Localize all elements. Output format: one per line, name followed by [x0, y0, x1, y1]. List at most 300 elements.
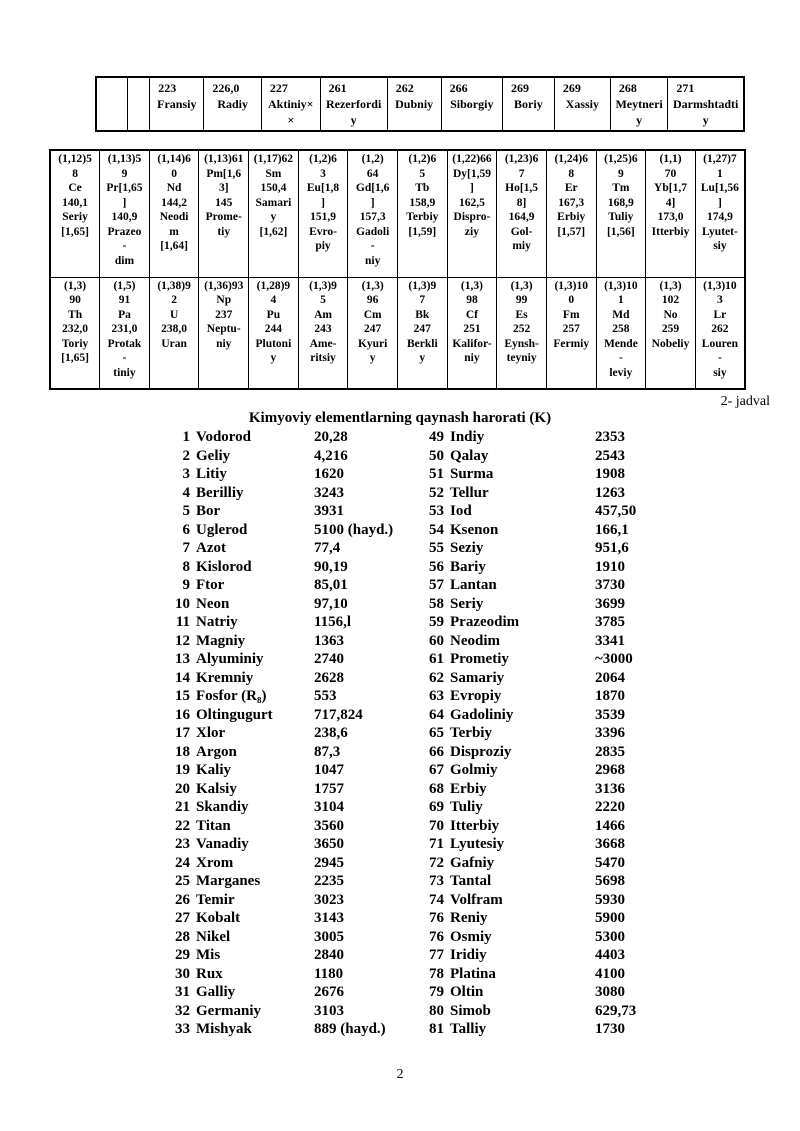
element-number: 76 — [429, 928, 444, 945]
element-mass: 271 — [676, 81, 695, 95]
lanthanides-row — [50, 150, 745, 277]
element-name: Rezerfordi y — [325, 97, 382, 127]
table-row — [160, 650, 685, 669]
element-info: (1,13)61 Pm[1,6 3] 145 Prome- tiy — [204, 153, 244, 238]
actinide-cell — [695, 277, 745, 389]
element-number: 78 — [429, 965, 444, 982]
boiling-point-value: 85,01 — [314, 577, 348, 593]
element-number: 33 — [175, 1021, 190, 1037]
table-row — [160, 928, 685, 947]
actinide-cell — [348, 277, 398, 389]
table-row — [160, 521, 685, 540]
element-info: (1,3)10 1 Md 258 Mende - leviy — [603, 279, 638, 379]
element-number: 18 — [175, 743, 190, 760]
element-number: 20 — [175, 780, 190, 797]
element-info: (1,2)6 5 Tb 158,9 Terbiy [1,59] — [406, 153, 439, 238]
table-row — [160, 465, 685, 484]
table-row — [160, 669, 685, 688]
element-info: (1,25)6 9 Tm 168,9 Tuliy [1,56] — [604, 153, 638, 238]
element-name: Meytneri y — [615, 97, 663, 127]
element-number: 17 — [175, 725, 190, 741]
element-name: Fransiy — [157, 97, 197, 111]
boiling-point-value: 2220 — [595, 799, 625, 815]
element-name: Itterbiy — [450, 817, 500, 834]
boiling-point-value: 3785 — [595, 614, 625, 630]
element-name: Titan — [196, 817, 231, 834]
element-number: 65 — [429, 725, 444, 741]
boiling-point-value: 90,19 — [314, 558, 348, 575]
heavy-element-cell — [96, 77, 128, 131]
element-name: Rux — [196, 965, 223, 982]
element-number: 71 — [429, 836, 444, 852]
element-number: 73 — [429, 873, 444, 889]
element-name: Talliy — [450, 1021, 487, 1037]
element-number: 61 — [429, 651, 444, 667]
boiling-point-value: 1363 — [314, 632, 344, 649]
heavy-element-cell — [204, 77, 262, 131]
boiling-point-value: 3539 — [595, 706, 625, 723]
element-name: Xassiy — [565, 97, 599, 111]
actinide-cell — [546, 277, 596, 389]
page-number: 2 — [396, 1067, 404, 1082]
boiling-point-value: 2840 — [314, 947, 344, 963]
element-info: (1,27)7 1 Lu[1,56 ] 174,9 Lyutet- siy — [700, 153, 739, 252]
boiling-point-value: 2064 — [595, 669, 625, 686]
element-number: 32 — [175, 1002, 190, 1019]
element-name: Skandiy — [196, 799, 249, 815]
element-name: Magniy — [196, 632, 246, 649]
element-info: (1,38)9 2 U 238,0 Uran — [157, 279, 191, 350]
element-number: 56 — [429, 558, 444, 575]
element-number: 11 — [175, 614, 190, 630]
element-info: (1,3) 96 Cm 247 Kyuri y — [357, 279, 388, 365]
boiling-point-value: 553 — [314, 688, 337, 704]
element-number: 6 — [182, 521, 190, 538]
element-mass: 227 — [269, 81, 288, 95]
lanthanide-cell — [397, 150, 447, 277]
boiling-point-value: 2235 — [314, 873, 344, 889]
actinide-cell — [646, 277, 696, 389]
boiling-point-value: 5698 — [595, 873, 625, 889]
table-row — [160, 835, 685, 854]
boiling-point-value: 1910 — [595, 558, 625, 575]
element-number: 5 — [182, 503, 190, 519]
element-name: Mishyak — [196, 1021, 252, 1037]
element-name: Gadoliniy — [450, 706, 514, 723]
boiling-point-value: 5900 — [595, 910, 625, 926]
element-name: Reniy — [450, 910, 488, 926]
element-number: 8 — [182, 558, 190, 575]
heavy-element-cell — [554, 77, 610, 131]
boiling-point-value: 3080 — [595, 984, 625, 1000]
table-row — [160, 817, 685, 836]
boiling-point-value: 457,50 — [595, 503, 637, 519]
element-number: 31 — [175, 984, 190, 1000]
boiling-point-value: 1908 — [595, 466, 625, 482]
element-name: Boriy — [514, 97, 543, 111]
element-name: Kremniy — [196, 669, 254, 686]
table-row — [160, 1002, 685, 1021]
boiling-point-value: 5470 — [595, 854, 625, 871]
element-info: (1,24)6 8 Er 167,3 Erbiy [1,57] — [554, 153, 588, 238]
element-name: Aktiniy× × — [268, 97, 314, 127]
boiling-point-value: 166,1 — [595, 521, 629, 538]
lanthanide-cell — [249, 150, 299, 277]
heavy-element-cell — [261, 77, 320, 131]
element-name: Mis — [196, 947, 221, 963]
boiling-point-value: 3005 — [314, 928, 344, 945]
boiling-point-value: 2740 — [314, 651, 344, 667]
heavy-element-cell — [387, 77, 441, 131]
boiling-point-value: 3560 — [314, 817, 344, 834]
element-name: Surma — [450, 466, 494, 482]
element-name: Marganes — [196, 873, 261, 889]
element-name: Vodorod — [196, 429, 252, 445]
heavy-element-cell — [668, 77, 744, 131]
element-number: 50 — [429, 447, 444, 464]
element-name: Simob — [450, 1002, 491, 1019]
boiling-point-value: 4,216 — [314, 447, 348, 464]
element-mass: 269 — [562, 81, 581, 95]
element-info: (1,5) 91 Pa 231,0 Protak - tiniy — [107, 279, 142, 379]
table-row — [160, 539, 685, 558]
boiling-point-value: 2543 — [595, 447, 625, 464]
lanthanide-cell — [50, 150, 100, 277]
boiling-point-value: 3650 — [314, 836, 344, 852]
element-number: 54 — [429, 521, 444, 538]
boiling-point-value: 1263 — [595, 484, 625, 501]
boiling-point-value: 3104 — [314, 799, 344, 815]
boiling-point-value: 20,28 — [314, 429, 348, 445]
boiling-point-value: 1466 — [595, 817, 625, 834]
table-row — [160, 687, 685, 706]
boiling-point-value: 951,6 — [595, 540, 629, 556]
lanthanide-cell — [596, 150, 646, 277]
lanthanide-cell — [298, 150, 348, 277]
element-info: (1,3) 99 Es 252 Eynsh- teyniy — [504, 279, 539, 365]
boiling-point-value: 2676 — [314, 984, 344, 1000]
element-name: Indiy — [450, 429, 485, 445]
boiling-point-value: 3243 — [314, 484, 344, 501]
table-row — [160, 428, 685, 447]
table-row — [160, 909, 685, 928]
element-number: 23 — [175, 836, 190, 852]
element-info: (1,3)9 5 Am 243 Ame- ritsiy — [309, 279, 337, 365]
actinides-row — [50, 277, 745, 389]
table-caption: 2- jadval — [720, 394, 770, 409]
boiling-point-value: 1047 — [314, 762, 344, 778]
element-number: 77 — [429, 947, 444, 963]
element-number: 9 — [182, 577, 190, 593]
boiling-point-value: 5100 (hayd.) — [314, 521, 394, 538]
table-row — [160, 502, 685, 521]
table-row — [160, 558, 685, 577]
element-name: Kaliy — [196, 762, 232, 778]
table-row — [160, 613, 685, 632]
element-number: 1 — [182, 429, 190, 445]
element-info: (1,36)93 Np 237 Neptu- niy — [204, 279, 244, 350]
element-name: Darmshtadti y — [673, 97, 739, 127]
element-number: 64 — [429, 706, 444, 723]
table-row — [160, 706, 685, 725]
element-number: 58 — [429, 595, 444, 612]
boiling-point-value: ~3000 — [595, 651, 633, 667]
element-info: (1,3)9 7 Bk 247 Berkli y — [406, 279, 438, 365]
element-name: Xrom — [196, 854, 234, 871]
element-name: Fosfor (R₈) — [196, 688, 267, 704]
element-number: 70 — [429, 817, 444, 834]
boiling-point-value: 2353 — [595, 429, 625, 445]
actinide-cell — [199, 277, 249, 389]
element-number: 67 — [429, 762, 444, 778]
boiling-point-value: 3143 — [314, 910, 344, 926]
boiling-point-value: 2628 — [314, 669, 344, 686]
boiling-point-value: 3103 — [314, 1002, 344, 1019]
element-number: 4 — [182, 484, 190, 501]
actinide-cell — [50, 277, 100, 389]
lanthanide-cell — [348, 150, 398, 277]
element-mass: 266 — [449, 81, 468, 95]
boiling-point-value: 629,73 — [595, 1002, 637, 1019]
table-row — [160, 576, 685, 595]
element-name: Tantal — [450, 873, 492, 889]
table-row — [160, 743, 685, 762]
lanthanide-cell — [149, 150, 199, 277]
element-name: Disproziy — [450, 743, 512, 760]
element-info: (1,22)66 Dy[1,59 ] 162,5 Dispro- ziy — [452, 153, 492, 238]
table-row — [160, 891, 685, 910]
element-name: Galliy — [196, 984, 236, 1000]
boiling-point-value: 2835 — [595, 743, 625, 760]
element-name: Tellur — [450, 484, 489, 501]
boiling-point-value: 1180 — [314, 965, 344, 982]
element-name: Oltin — [450, 984, 484, 1000]
element-name: Azot — [196, 540, 226, 556]
table-row — [160, 595, 685, 614]
element-name: Seriy — [450, 595, 484, 612]
element-name: Natriy — [196, 614, 238, 630]
element-name: Volfram — [450, 891, 503, 908]
element-number: 29 — [175, 947, 190, 963]
element-number: 55 — [429, 540, 444, 556]
element-name: Prazeodim — [450, 614, 520, 630]
element-name: Terbiy — [450, 725, 492, 741]
element-mass: 269 — [510, 81, 529, 95]
element-info: (1,3) 102 No 259 Nobeliy — [651, 279, 690, 350]
element-number: 62 — [429, 669, 444, 686]
table-row — [160, 983, 685, 1002]
element-name: Golmiy — [450, 762, 498, 778]
element-number: 7 — [182, 540, 190, 556]
element-name: Argon — [196, 743, 237, 760]
element-number: 19 — [175, 762, 190, 778]
boiling-point-value: 3396 — [595, 725, 625, 741]
element-info: (1,14)6 0 Nd 144,2 Neodi m [1,64] — [157, 153, 191, 252]
element-name: Tuliy — [450, 799, 483, 815]
actinide-cell — [298, 277, 348, 389]
element-number: 28 — [175, 928, 190, 945]
table-row — [160, 1020, 685, 1039]
element-number: 30 — [175, 965, 190, 982]
element-number: 60 — [429, 632, 444, 649]
heavy-element-cell — [441, 77, 502, 131]
element-number: 80 — [429, 1002, 444, 1019]
element-number: 16 — [175, 706, 190, 723]
lanthanide-cell — [199, 150, 249, 277]
element-name: Siborgiy — [450, 97, 494, 111]
element-info: (1,13)5 9 Pr[1,65 ] 140,9 Prazeo - dim — [106, 153, 143, 267]
element-name: Radiy — [217, 97, 249, 111]
boiling-point-value: 1620 — [314, 466, 344, 482]
lanthanide-cell — [646, 150, 696, 277]
boiling-point-value: 3023 — [314, 891, 344, 908]
element-number: 72 — [429, 854, 444, 871]
heavy-element-cell — [502, 77, 554, 131]
element-name: Kobalt — [196, 910, 241, 926]
element-name: Iod — [450, 503, 472, 519]
element-info: (1,2)6 3 Eu[1,8 ] 151,9 Evro- piy — [306, 153, 340, 252]
element-number: 14 — [175, 669, 190, 686]
element-number: 74 — [429, 891, 444, 908]
boiling-point-value: 2945 — [314, 854, 344, 871]
element-name: Prometiy — [450, 651, 509, 667]
element-name: Germaniy — [196, 1002, 261, 1019]
boiling-point-value: 77,4 — [314, 540, 341, 556]
actinide-cell — [596, 277, 646, 389]
element-number: 27 — [175, 910, 190, 926]
table-row — [160, 798, 685, 817]
element-info: (1,12)5 8 Ce 140,1 Seriy [1,65] — [58, 153, 92, 238]
lanthanide-cell — [447, 150, 497, 277]
element-mass: 223 — [158, 81, 177, 95]
element-name: Oltingugurt — [196, 706, 273, 723]
table-row — [160, 761, 685, 780]
actinide-cell — [397, 277, 447, 389]
lanthanide-cell — [497, 150, 547, 277]
element-info: (1,3) 90 Th 232,0 Toriy [1,65] — [61, 279, 89, 365]
element-name: Neon — [196, 595, 230, 612]
element-info: (1,3) 98 Cf 251 Kalifor- niy — [452, 279, 492, 365]
element-name: Xlor — [196, 725, 226, 741]
element-info: (1,17)62 Sm 150,4 Samari y [1,62] — [253, 153, 294, 238]
heavy-element-cell — [150, 77, 204, 131]
element-name: Alyuminiy — [196, 651, 264, 667]
boiling-point-value: 97,10 — [314, 595, 348, 612]
table-row — [160, 872, 685, 891]
element-number: 25 — [175, 873, 190, 889]
element-info: (1,3)10 0 Fm 257 Fermiy — [553, 279, 590, 350]
element-name: Lyutesiy — [450, 836, 505, 852]
table-row — [160, 946, 685, 965]
element-name: Neodim — [450, 632, 500, 649]
element-number: 13 — [175, 651, 190, 667]
element-number: 52 — [429, 484, 444, 501]
heavy-element-cell — [610, 77, 668, 131]
table-title: Kimyoviy elementlarning qaynash harorati (K) — [248, 410, 552, 426]
element-number: 63 — [429, 688, 444, 704]
table-row — [160, 780, 685, 799]
lanthanide-cell — [100, 150, 150, 277]
element-number: 24 — [175, 854, 190, 871]
element-number: 3 — [182, 466, 190, 482]
boiling-point-value: 5300 — [595, 928, 625, 945]
element-number: 68 — [429, 780, 444, 797]
element-info: (1,23)6 7 Ho[1,5 8] 164,9 Gol- miy — [504, 153, 539, 252]
boiling-point-value: 889 (hayd.) — [314, 1021, 386, 1037]
boiling-point-value: 1730 — [595, 1021, 625, 1037]
element-number: 81 — [429, 1021, 444, 1037]
element-name: Bariy — [450, 558, 486, 575]
boiling-point-value: 3699 — [595, 595, 625, 612]
element-name: Ksenon — [450, 521, 499, 538]
element-number: 26 — [175, 891, 190, 908]
table-row — [160, 484, 685, 503]
actinide-cell — [497, 277, 547, 389]
element-mass: 262 — [395, 81, 414, 95]
element-info: (1,1) 70 Yb[1,7 4] 173,0 Itterbiy — [651, 153, 690, 238]
table-row — [160, 632, 685, 651]
boiling-points-table — [160, 428, 685, 1039]
element-name: Geliy — [196, 447, 231, 464]
element-name: Temir — [196, 891, 235, 908]
element-name: Litiy — [196, 466, 227, 482]
element-name: Nikel — [196, 928, 231, 945]
boiling-point-value: 1870 — [595, 688, 625, 704]
element-info: (1,28)9 4 Pu 244 Plutoni y — [255, 279, 292, 365]
element-number: 57 — [429, 577, 444, 593]
boiling-point-value: 5930 — [595, 891, 625, 908]
lanthanide-cell — [546, 150, 596, 277]
element-number: 21 — [175, 799, 190, 815]
element-name: Osmiy — [450, 928, 492, 945]
boiling-point-value: 3730 — [595, 577, 625, 593]
element-number: 22 — [175, 817, 190, 834]
element-name: Uglerod — [196, 521, 248, 538]
boiling-point-value: 3136 — [595, 780, 625, 797]
element-number: 69 — [429, 799, 444, 815]
element-name: Bor — [196, 503, 221, 519]
heavy-elements-table — [95, 76, 745, 132]
heavy-element-cell — [320, 77, 387, 131]
element-name: Berilliy — [196, 484, 244, 501]
boiling-point-value: 87,3 — [314, 743, 341, 760]
element-name: Samariy — [450, 669, 505, 686]
element-name: Vanadiy — [196, 836, 249, 852]
element-info: (1,3)10 3 Lr 262 Louren - siy — [701, 279, 739, 379]
boiling-point-value: 238,6 — [314, 725, 348, 741]
element-mass: 268 — [618, 81, 637, 95]
element-number: 76 — [429, 910, 444, 926]
element-mass: 261 — [328, 81, 347, 95]
boiling-point-value: 2968 — [595, 762, 625, 778]
boiling-point-value: 717,824 — [314, 706, 363, 723]
element-name: Kalsiy — [196, 780, 237, 797]
element-number: 15 — [175, 688, 190, 704]
table-row — [160, 854, 685, 873]
table-row — [160, 965, 685, 984]
element-number: 59 — [429, 614, 444, 630]
element-name: Seziy — [450, 540, 484, 556]
element-name: Ftor — [196, 577, 225, 593]
lanthanide-cell — [695, 150, 745, 277]
element-info: (1,2) 64 Gd[1,6 ] 157,3 Gadoli - niy — [355, 153, 390, 267]
table-row — [160, 447, 685, 466]
heavy-element-cell — [128, 77, 150, 131]
boiling-point-value: 3931 — [314, 503, 344, 519]
element-number: 10 — [175, 595, 190, 612]
element-mass: 226,0 — [212, 81, 240, 95]
element-name: Evropiy — [450, 688, 502, 704]
